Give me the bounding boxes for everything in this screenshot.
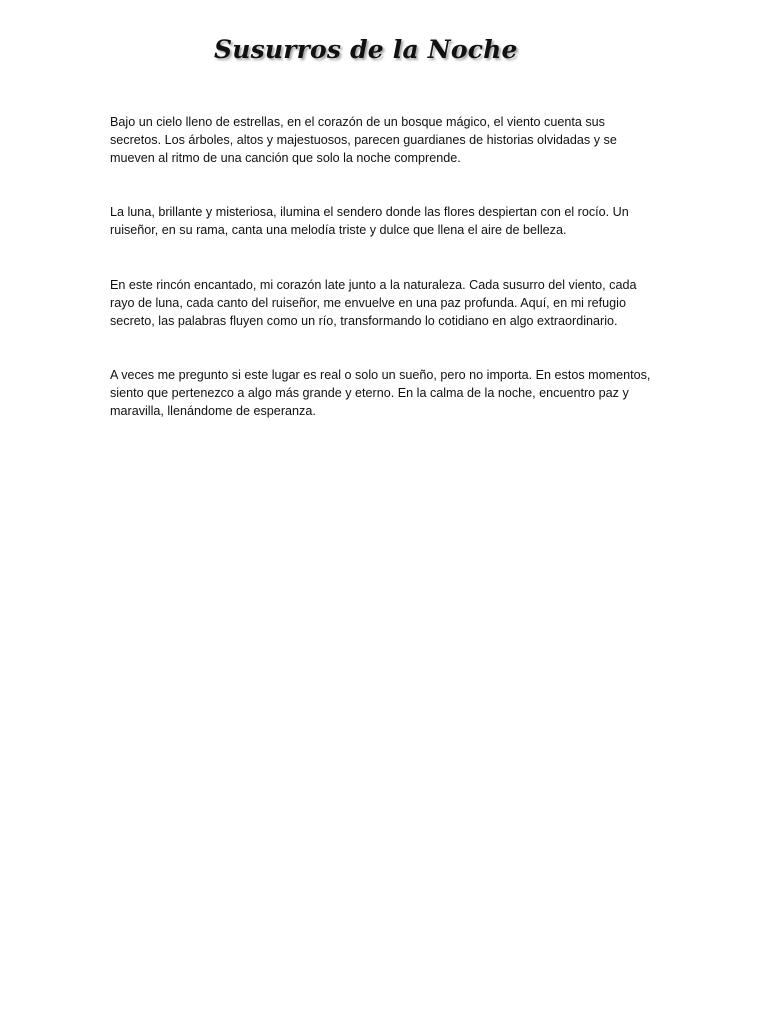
paragraph-2: La luna, brillante y misteriosa, ilumina el sendero donde las flores despiertan con el rocío. Un ruiseñor, en su rama, canta una melodía triste y dulce que llena el aire de belleza. [110,205,629,237]
paragraph-1: Bajo un cielo lleno de estrellas, en el corazón de un bosque mágico, el viento cuenta sus secretos. Los árboles, altos y majestuosos, parecen guardianes de historias olvidadas y se mueven al ritmo de una canción que solo la noche comprende. [110,115,617,165]
paragraph-4: A veces me pregunto si este lugar es real o solo un sueño, pero no importa. En estos momentos, siento que pertenezco a algo más grande y eterno. En la calma de la noche, encuentro paz y maravilla, llenándome de esperanza. [110,368,651,418]
paragraph-3: En este rincón encantado, mi corazón late junto a la naturaleza. Cada susurro del viento, cada rayo de luna, cada canto del ruiseñor, me envuelve en una paz profunda. Aquí, en mi refugio secreto, las palabras fluyen como un río, transformando lo cotidiano en algo extraordinario. [110,278,637,328]
document-title: Susurros de la Noche [214,35,518,64]
